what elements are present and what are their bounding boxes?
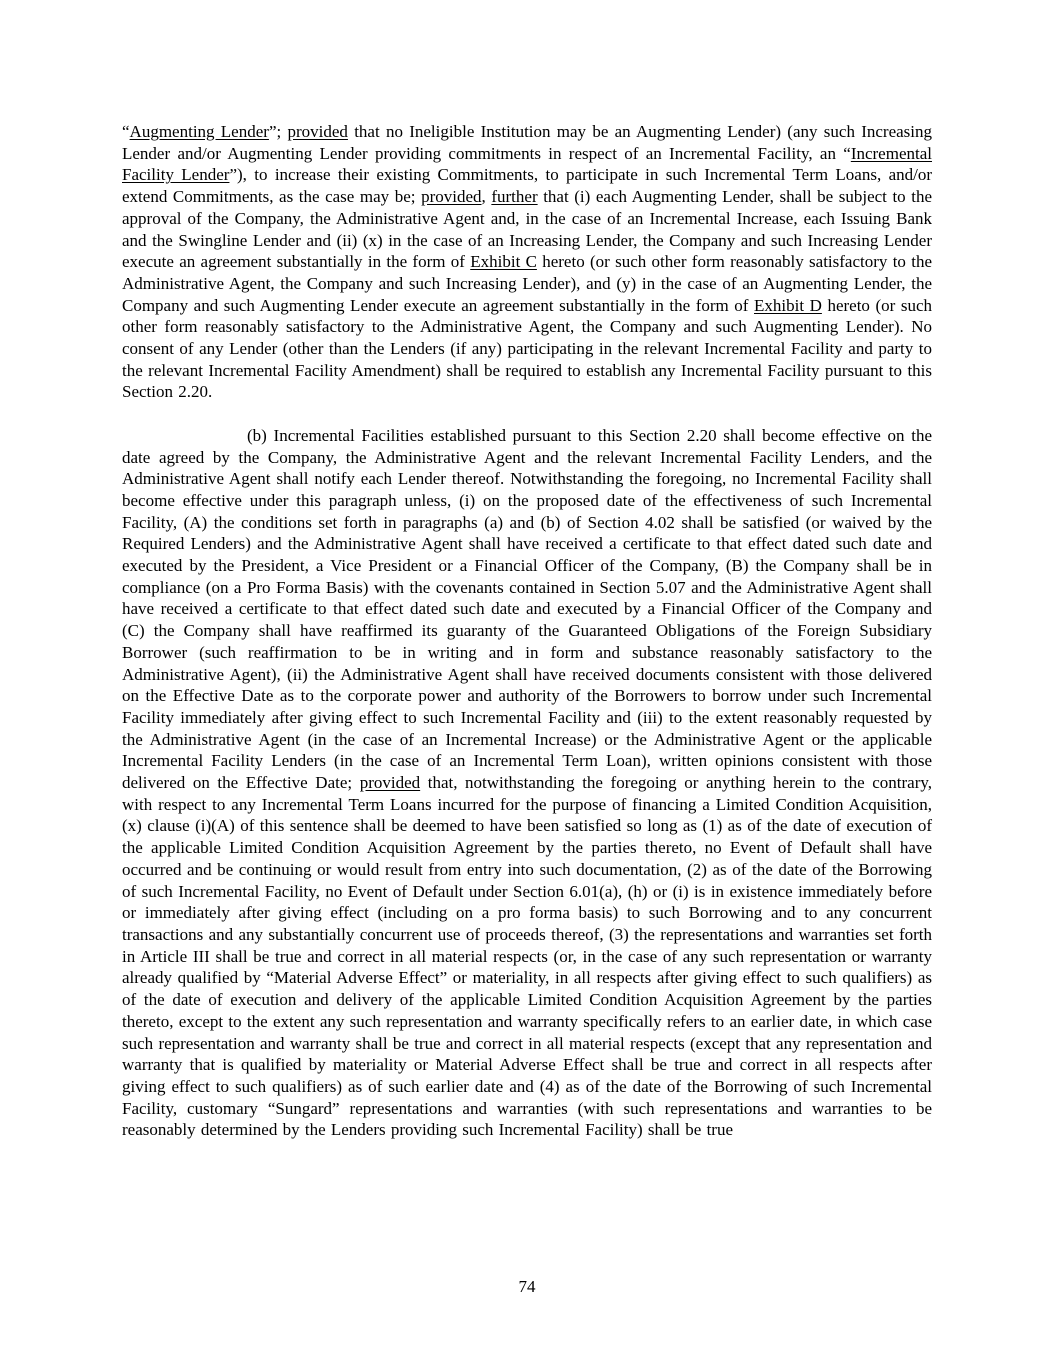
text-run: “ (122, 122, 130, 141)
underlined-text-run: Exhibit D (754, 295, 822, 315)
underlined-text-run: Augmenting Lender (129, 122, 269, 141)
underlined-text-run: Exhibit C (470, 252, 537, 272)
text-run: (b) Incremental Facilities established pursuant to this Section 2.20 shall become effective on the date agreed by the Company, the Administrative Agent and the relevant Incremental Facility Lenders, and the Administrative Agent shall notify each Lender thereof. Notwithstanding the foregoing, no Incremental Facility shall become effective under this paragraph unless, (i) on the proposed date of the effectiveness of such Incremental Facility, (A) the conditions set forth in paragraphs (a) and (b) of Section 4.02 shall be satisfied (or waived by the Required Lenders) and the Administrative Agent shall have received a certificate to that effect dated such date and executed by the President, a Vice President or a Financial Officer of the Company, (B) the Company shall be in compliance (on a Pro Forma Basis) with the covenants contained in Section 5.07 and the Administrative Agent shall have received a certificate to that effect dated such date and executed by a Financial Officer of the Company and (C) the Company shall have reaffirmed its guaranty of the Guaranteed Obligations of the Foreign Subsidiary Borrower (such reaffirmation to be in writing and in form and substance reasonably satisfactory to the Administrative Agent), (ii) the Administrative Agent shall have received documents consistent with those delivered on the Effective Date as to the corporate power and authority of the Borrowers to borrow under such Incremental Facility immediately after giving effect to such Incremental Facility and (iii) to the extent reasonably requested by the Administrative Agent (in the case of an Incremental Increase) or the Administrative Agent or the applicable Incremental Facility Lenders (in the case of an Incremental Term Loan), written opinions consistent with those delivered on the Effective Date; (122, 425, 932, 793)
text-run: that (i) each Augmenting Lender, shall be subject to the approval of the Company, the Administrative Agent and, in the case of an Incremental Increase, each Issuing Bank and the Swingline Lender and (ii) (x) in the case of an Increasing Lender, the Company and such Increasing Lender execute an agreement substantially in the form of (122, 187, 933, 272)
text-run: that, notwithstanding the foregoing or anything herein to the contrary, with respect to any Incremental Term Loans incurred for the purpose of financing a Limited Condition Acquisition, (x) clause (i)(A) of this sentence shall be deemed to have been satisfied so long as (1) as of the date of execution of the applicable Limited Condition Acquisition Agreement by the parties thereto, no Event of Default shall have occurred and be continuing or would result from entry into such documentation, (2) as of the date of the Borrowing of such Incremental Facility, no Event of Default under Section 6.01(a), (h) or (i) is in existence immediately before or immediately after giving effect (including on a pro forma basis) to such Borrowing and to any concurrent transactions and any substantially concurrent use of proceeds thereof, (3) the representations and warranties set forth in Article III shall be true and correct in all material respects (or, in the case of any such representation or warranty already qualified by “Material Adverse Effect” or materiality, in all respects after giving effect to such qualifiers) as of the date of execution and delivery of the applicable Limited Condition Acquisition Agreement by the parties thereto, except to the extent any such representation and warranty specifically refers to an earlier date, in which case such representation and warranty shall be true and correct in all material respects (except that any representation and warranty that is qualified by materiality or Material Adverse Effect shall be true and correct in all respects after giving effect to such qualifiers) as of such earlier date and (4) as of the date of the Borrowing of such Incremental Facility, customary “Sungard” representations and warranties (with such representations and warranties to be reasonably determined by the Lenders providing such Incremental Facility) shall be true (122, 773, 933, 1140)
underlined-text-run: Incremental Facility Lender (122, 143, 932, 185)
underlined-text-run: further (491, 187, 538, 207)
page-footer (122, 1276, 932, 1298)
text-run: hereto (or such other form reasonably satisfactory to the Administrative Agent, the Company and such Augmenting Lender). No consent of any Lender (other than the Lenders (if any) participating in the relevant Incremental Facility and party to the relevant Incremental Facility Amendment) shall be required to establish any Incremental Facility pursuant to this Section 2.20. (122, 295, 932, 402)
body-paragraph-b (122, 425, 932, 1141)
underlined-text-run: provided (359, 773, 421, 793)
text-run: ”; (268, 122, 288, 141)
text-run: , (481, 187, 492, 207)
body-paragraph-continuation (122, 121, 932, 403)
underlined-text-run: provided (287, 122, 348, 141)
text-run: ”), to increase their existing Commitments, to participate in such Incremental Term Loans, and/or extend Commitments, as the case may be; (122, 165, 933, 207)
page-number: 74 (518, 1277, 536, 1296)
underlined-text-run: provided (421, 187, 482, 207)
body-text (122, 121, 932, 1141)
text-run: that no Ineligible Institution may be an Augmenting Lender) (any such Increasing Lender and/or Augmenting Lender providing commitments in respect of an Incremental Facility, an “ (122, 122, 933, 163)
text-run: hereto (or such other form reasonably satisfactory to the Administrative Agent, the Company and such Increasing Lender), and (y) in the case of an Augmenting Lender, the Company and such Augmenting Lender execute an agreement substantially in the form of (122, 252, 932, 315)
